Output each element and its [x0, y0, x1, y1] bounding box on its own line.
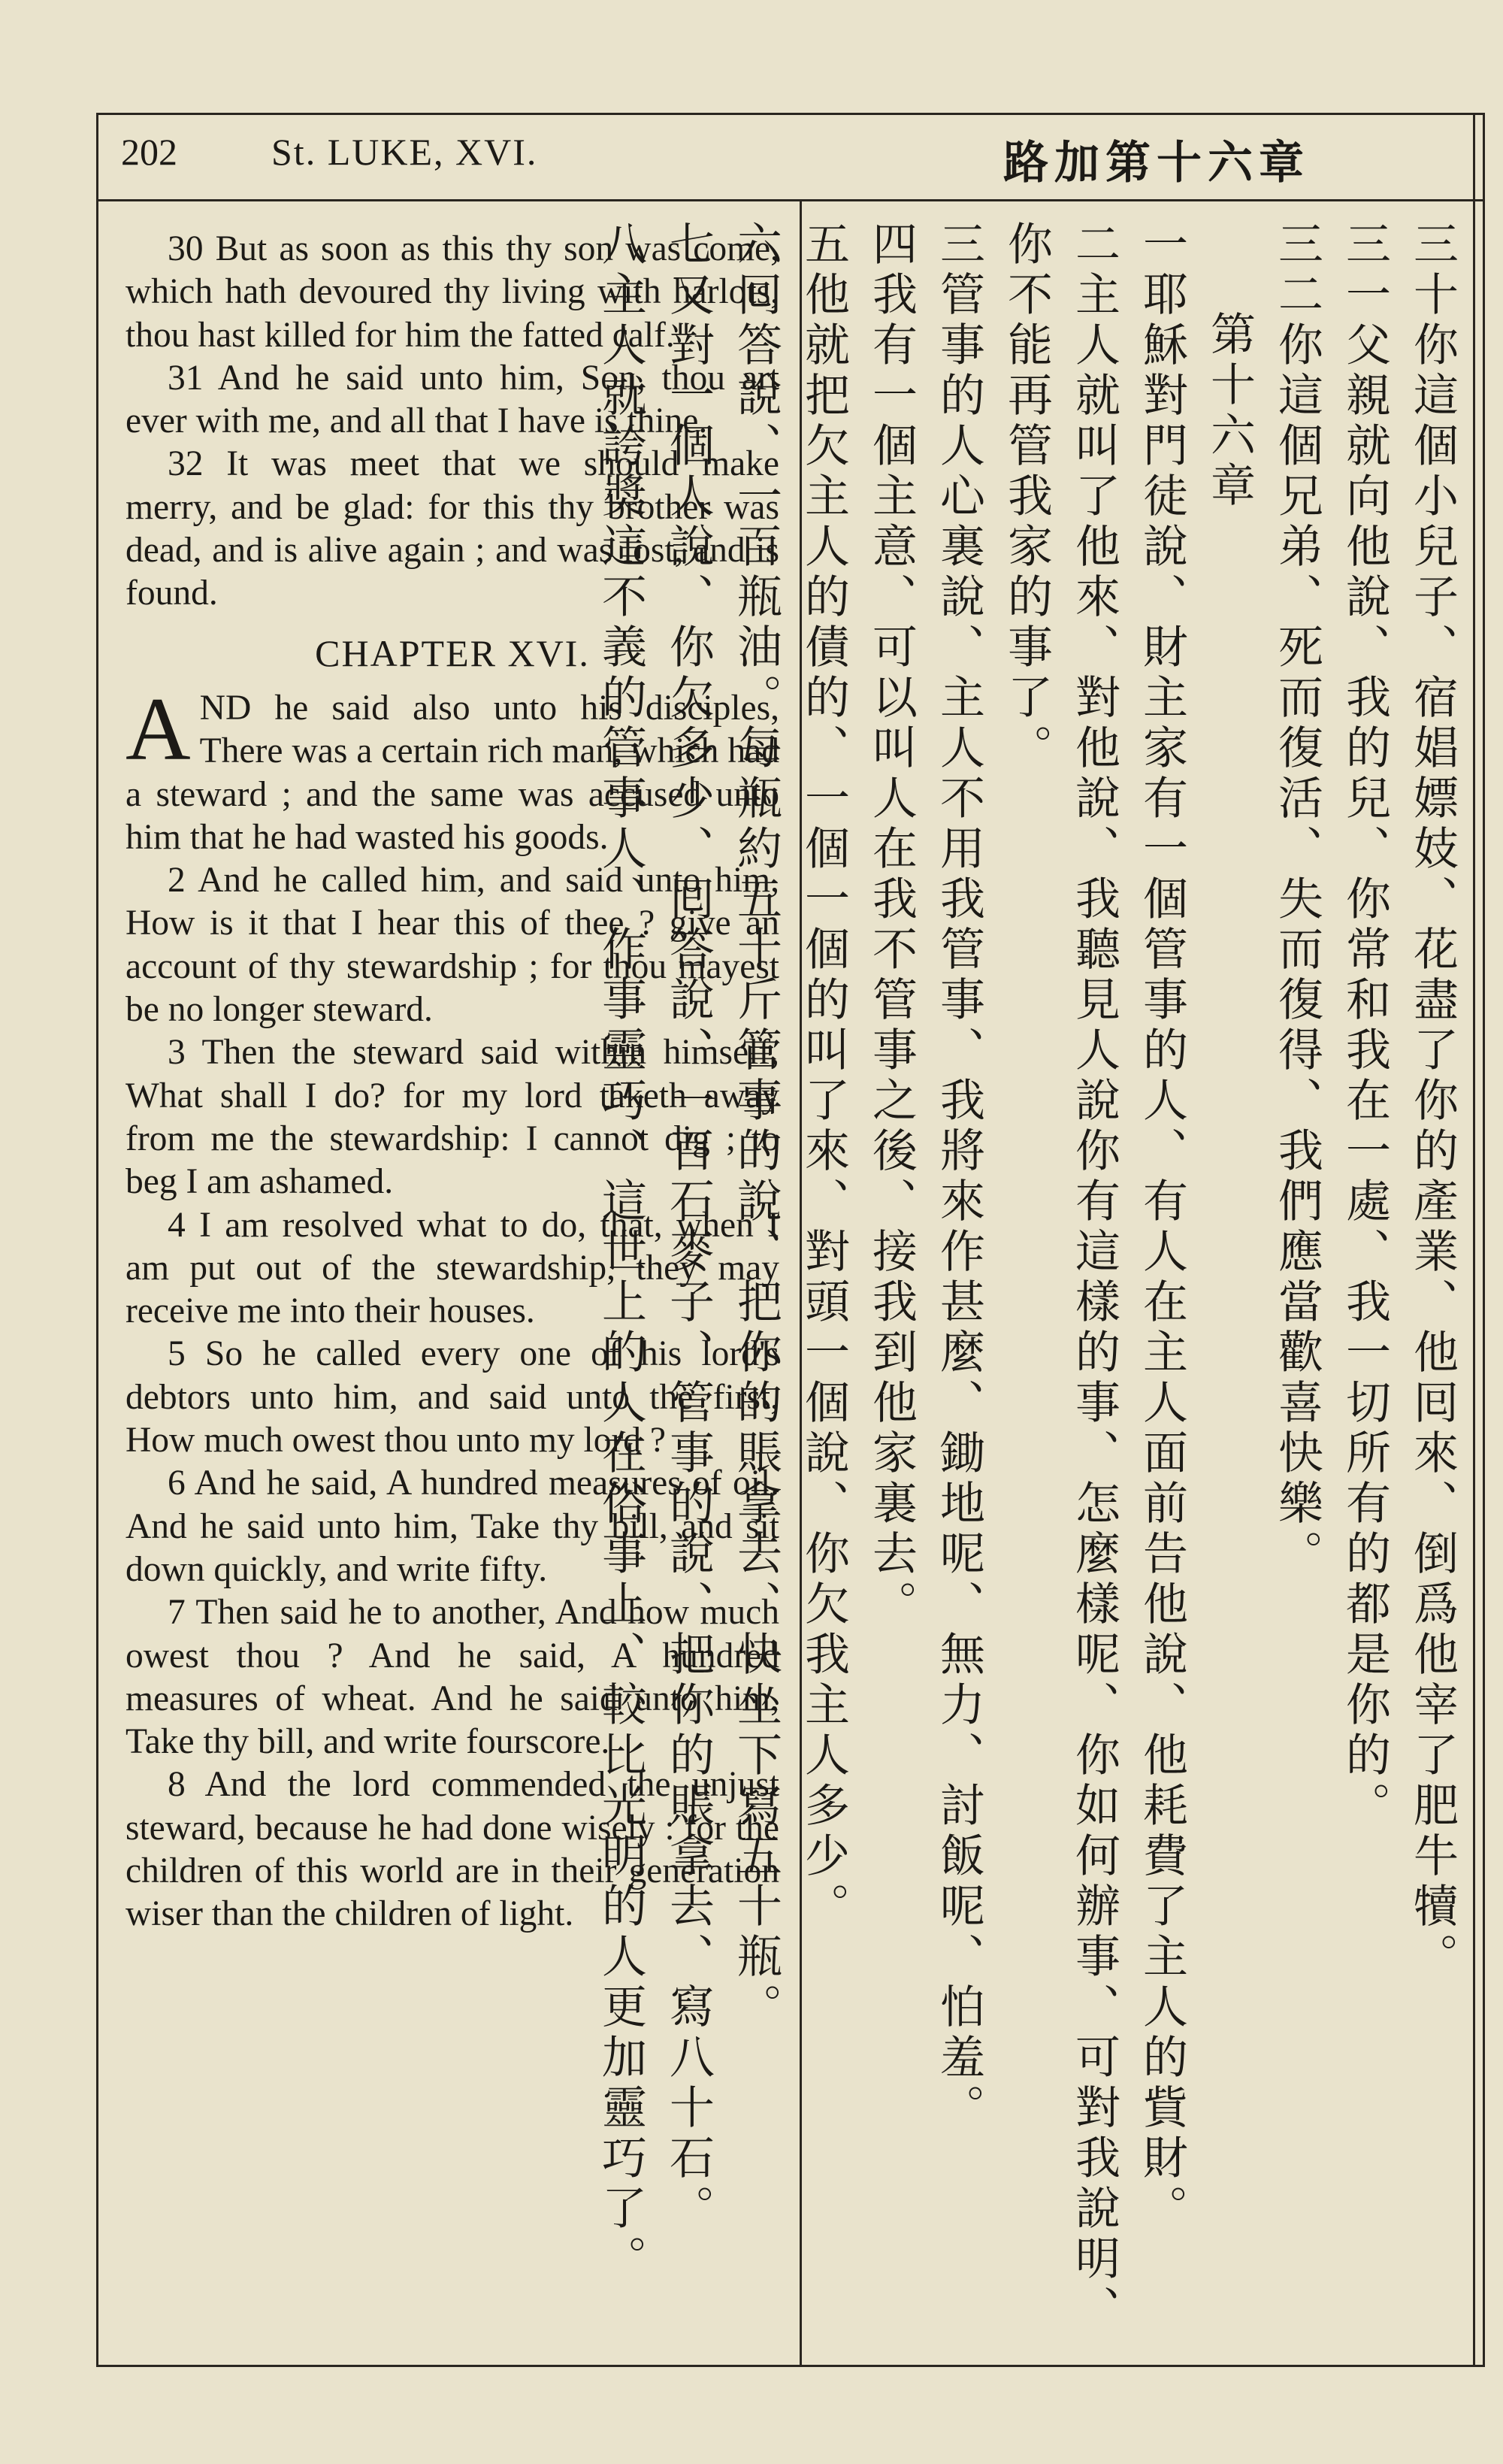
verse-31-zh: 三一父親就向他說、我的兒、你常和我在一處、我一切所有的都是你的。	[1338, 220, 1391, 1832]
book-title-english: St. LUKE, XVI.	[271, 131, 538, 173]
verse-6-en: 6 And he said, A hundred measures of oil. And he said unto him, Take thy bill, and sit down quickly, and write fifty.	[126, 1464, 779, 1589]
verse-30-en: 30 But as soon as this thy son was come, which hath devoured thy living with harlots, thou hast killed for him the fatted calf.	[126, 229, 779, 355]
verse-7-zh: 七又對一個人說、你欠多少、囘答說、一百石麥子、管事的說、把你的賬拿去、寫八十石。	[662, 220, 715, 2235]
running-header	[98, 115, 1483, 201]
verse-7-en: 7 Then said he to another, And how much owest thou ? And he said, A hundred measures of wheat. And he said unto him, Take thy bill, and write fourscore.	[126, 1593, 779, 1762]
verse-32-zh: 三二你這個兄弟、死而復活、失而復得、我們應當歡喜快樂。	[1271, 220, 1323, 1580]
verse-1-zh: 一耶穌對門徒說、財主家有一個管事的人、有人在主人面前告他說、他耗費了主人的貲財。	[1136, 220, 1188, 2235]
verse-6-zh: 六囘答說、一百瓶油。每瓶約五十斤管事的說、把你的賬拿去、快坐下寫五十瓶。	[730, 220, 782, 2033]
verse-4-en: 4 I am resolved what to do, that, when I am put out of the stewardship, they may receive me into their houses.	[126, 1205, 779, 1331]
chapter-heading-en: CHAPTER XVI.	[315, 631, 590, 674]
page-number: 202	[121, 131, 177, 173]
verse-8-zh: 八主人就誇奬這不義的管事人、作事靈巧、這世上的人在俗事上、較比光明的人更加靈巧了。	[594, 220, 647, 2285]
drop-cap: A	[126, 678, 191, 779]
chapter-heading-zh: 第十六章	[1203, 310, 1256, 512]
verse-2-zh: 二主人就叫了他來、對他說、我聽見人說你有這樣的事、怎麼樣呢、你如何辦事、可對我說明、你不能再管我家的事了。	[1000, 220, 1120, 2335]
verse-5-zh: 五他就把欠主人的債的、一個一個的叫了來、對頭一個說、你欠我主人多少。	[797, 220, 850, 1933]
book-title-chinese: 路加第十六章	[1003, 137, 1310, 189]
verse-2-en: 2 And he called him, and said unto him, How is it that I hear this of thee ? give an account of thy stewardship ; for thou mayest be no longer steward.	[126, 861, 779, 1030]
verse-3-en: 3 Then the steward said within himself, What shall I do? for my lord taketh away from me the stewardship: I cannot dig ; to beg I am ashamed.	[126, 1033, 779, 1202]
verse-4-zh: 四我有一個主意、可以叫人在我不管事之後、接我到他家裏去。	[865, 220, 918, 1630]
verse-8-en: 8 And the lord commended the unjust steward, because he had done wisely : for the children of this world are in their generation wiser than the children of light.	[126, 1765, 779, 1934]
verse-1-en-text: ND he said also unto his disciples, There was a certain rich man, which had a steward ; and the same was accused unto him that he had wasted his goods.	[126, 688, 779, 857]
chinese-column	[594, 220, 1466, 2347]
verse-3-zh: 三管事的人心裏說、主人不用我管事、我將來作甚麼、鋤地呢、無力、討飯呢、怕羞。	[933, 220, 985, 2134]
frame-outer-rule	[1473, 113, 1475, 2367]
chinese-text	[587, 220, 1466, 2347]
verse-5-en: 5 So he called every one of his lord's debtors unto him, and said unto the first, How much owest thou unto my lord ?	[126, 1334, 779, 1461]
verse-30-zh: 三十你這個小兒子、宿娼嫖妓、花盡了你的產業、他囘來、倒爲他宰了肥牛犢。	[1406, 220, 1459, 1983]
verse-32-en: 32 It was meet that we should make merry, and be glad: for this thy brother was dead, and is alive again ; and was lost, and is found.	[126, 444, 779, 613]
page-frame	[96, 113, 1485, 2367]
verse-31-en: 31 And he said unto him, Son, thou art ever with me, and all that I have is thine.	[126, 358, 779, 441]
